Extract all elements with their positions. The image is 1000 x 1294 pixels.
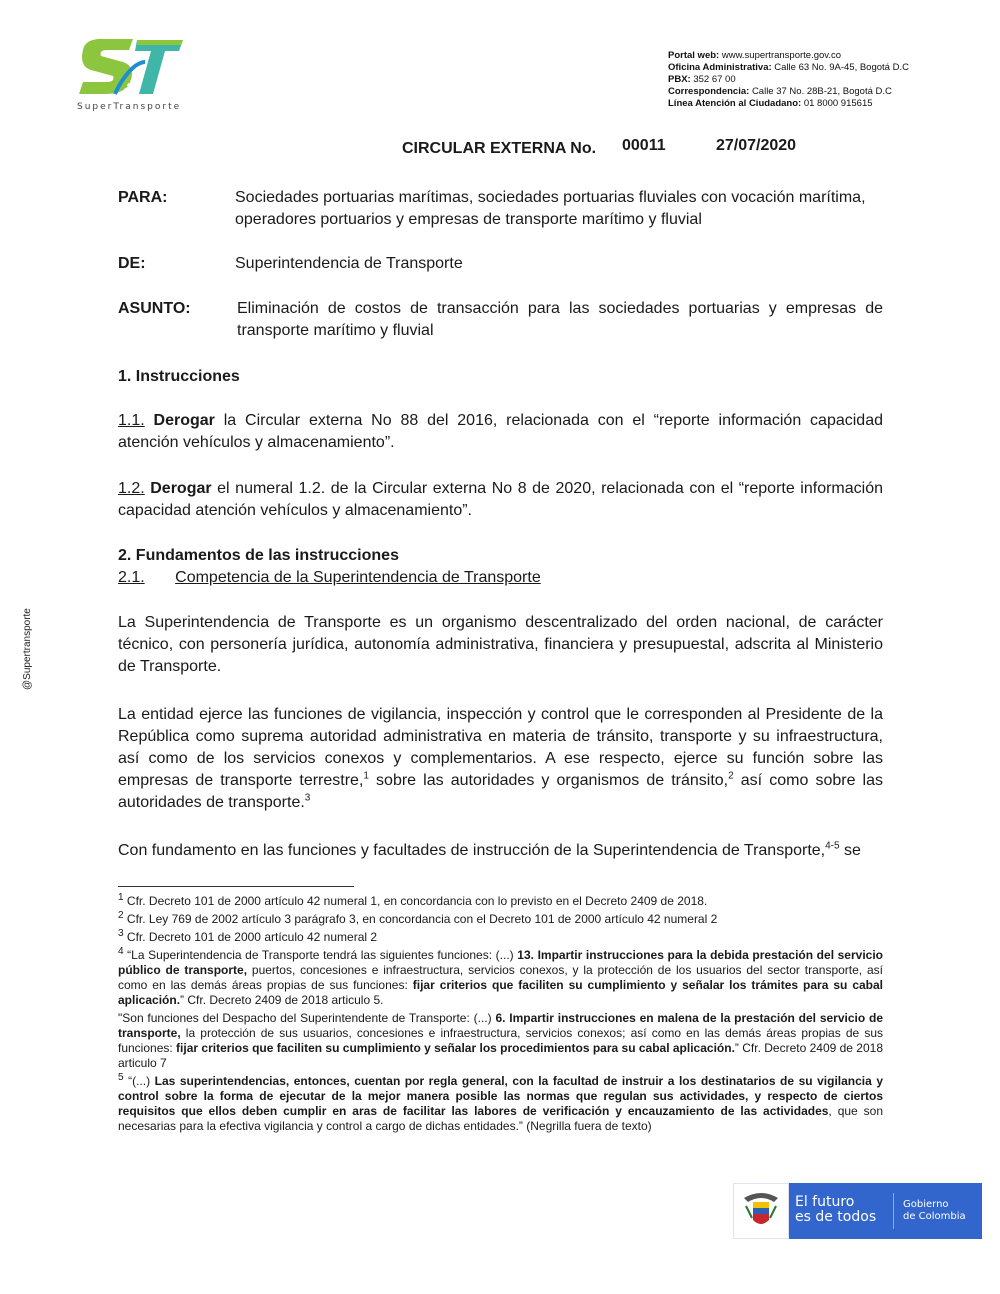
subsection-number: 2.1. xyxy=(118,569,145,586)
contact-line: PBX: 352 67 00 xyxy=(668,74,736,85)
footnotes xyxy=(118,894,883,1134)
st-logo-icon xyxy=(75,36,205,102)
de-label: DE: xyxy=(118,255,146,272)
subsection-title: Competencia de la Superintendencia de Transporte xyxy=(175,569,541,586)
supertransporte-logo xyxy=(75,36,205,114)
de-value: Superintendencia de Transporte xyxy=(235,255,463,272)
section1-heading: 1. Instrucciones xyxy=(118,368,240,385)
footnote-3: $^3$ Cfr. Decreto 101 de 2000 artículo 42 numeral 2 xyxy=(118,928,378,944)
government-label: Gobierno de Colombia xyxy=(903,1199,966,1222)
contact-line: Portal web: www.supertransporte.gov.co xyxy=(668,50,842,61)
contact-line: Correspondencia: Calle 37 No. 28B-21, Bogotá D.C xyxy=(668,86,892,97)
item-text: el numeral 1.2. de la Circular externa No 8 de 2020, relacionada con el “reporte información capacidad atención vehículos y almacenamiento”. xyxy=(118,480,883,519)
slogan: El futuro es de todos xyxy=(795,1194,877,1225)
footnote-5: $^5$ “(...) Las superintendencias, entonces, cuentan por regla general, con la facultad de instruir a los destinatarios de su vigilancia y control sobre la forma de ejecutar de la mejor manera posible las normas que regulan sus actividades, y respecto de ciertos requisitos que ellos deben cumplir en aras de facilitar las labores de verificación y encauzamiento de las actividades, que son necesarias para la efectiva vigilancia y control a cargo de dichas entidades.” (Negrilla fuera de texto) xyxy=(118,1072,884,1133)
footnote-2: $^2$ Cfr. Ley 769 de 2002 artículo 3 parágrafo 3, en concordancia con el Decreto 101 de 2000 artículo 42 numeral 2 xyxy=(118,910,718,926)
asunto-label: ASUNTO: xyxy=(118,300,191,317)
contact-line: Línea Atención al Ciudadano: 01 8000 915615 xyxy=(668,98,873,109)
para-value: Sociedades portuarias marítimas, sociedades portuarias fluviales con vocación marítima, operadores portuarios y empresas de transporte marítimo y fluvial xyxy=(235,189,866,228)
contact-info xyxy=(668,50,909,110)
circular-title: CIRCULAR EXTERNA No. xyxy=(402,140,597,157)
item-text: la Circular externa No 88 del 2016, relacionada con el “reporte información capacidad atención vehículos y almacenamiento”. xyxy=(118,412,883,451)
item-number: 1.1. xyxy=(118,412,145,429)
subsection-2-1 xyxy=(118,569,541,587)
footnote-4-continued: "Son funciones del Despacho del Superintendente de Transporte: (...) 6. Impartir instrucciones en malena de la prestación del servicio de transporte, la protección de sus usuarios, concesiones e infraestructura, servicios conexos; así como en las demás áreas propias de sus funciones: fijar criterios que faciliten su cumplimiento y señalar los procedimientos para su cabal aplicación.” Cfr. Decreto 2409 de 2018 articulo 7 xyxy=(118,1011,884,1070)
asunto-value: Eliminación de costos de transacción para las sociedades portuarias y empresas de transporte marítimo y fluvial xyxy=(237,300,883,339)
circular-date: 27/07/2020 xyxy=(716,137,797,154)
item-number: 1.2. xyxy=(118,480,145,497)
circular-number: 00011 xyxy=(622,137,666,154)
footnote-separator xyxy=(118,886,354,887)
para-label: PARA: xyxy=(118,189,168,206)
footnote-1: $^1$ Cfr. Decreto 101 de 2000 artículo 42 numeral 1, en concordancia con lo previsto en el Decreto 2409 de 2018. xyxy=(118,892,708,908)
coat-of-arms-icon xyxy=(733,1183,789,1239)
item-verb: Derogar xyxy=(153,412,215,429)
government-banner xyxy=(733,1183,982,1239)
instruction-1-1 xyxy=(118,410,883,454)
item-verb: Derogar xyxy=(150,480,212,497)
footnote-4: $^4$ “La Superintendencia de Transporte tendrá las siguientes funciones: (...) 13. Impartir instrucciones para la debida prestación del servicio público de transporte, puertos, concesiones e infraestructura, servicios conexos, y la protección de los usuarios del sector transporte, así como en las demás áreas propias de sus funciones: fijar criterios que faciliten su cumplimiento y señalar los trámites para su cabal aplicación.” Cfr. Decreto 2409 de 2018 articulo 5. xyxy=(118,946,884,1007)
contact-line: Oficina Administrativa: Calle 63 No. 9A-45, Bogotá D.C xyxy=(668,62,909,73)
instruction-1-2 xyxy=(118,478,883,522)
section2-heading: 2. Fundamentos de las instrucciones xyxy=(118,547,399,564)
paragraph-1: La Superintendencia de Transporte es un organismo descentralizado del orden nacional, de carácter técnico, con personería jurídica, autonomía administrativa, financiera y presupuestal, adscrita al Ministerio de Transporte. xyxy=(118,614,883,675)
logo-subtitle: SuperTransporte xyxy=(77,102,182,112)
paragraph-2: La entidad ejerce las funciones de vigilancia, inspección y control que le corresponden al Presidente de la República como suprema autoridad administrativa en materia de tránsito, transporte y su infraestructura, así como de los servicios conexos y complementarios. A ese respecto, ejerce su función sobre las empresas de transporte terrestre,$^1$ sobre las autoridades y organismos de tránsito,$^2$ así como sobre las autoridades de transporte.$^3$ xyxy=(118,706,884,811)
banner-divider xyxy=(893,1193,894,1229)
paragraph-3: Con fundamento en las funciones y facultades de instrucción de la Superintendencia de Transporte,$^{4-5}$ se xyxy=(118,840,861,859)
sidebar-handle: @Supertransporte xyxy=(22,608,33,690)
